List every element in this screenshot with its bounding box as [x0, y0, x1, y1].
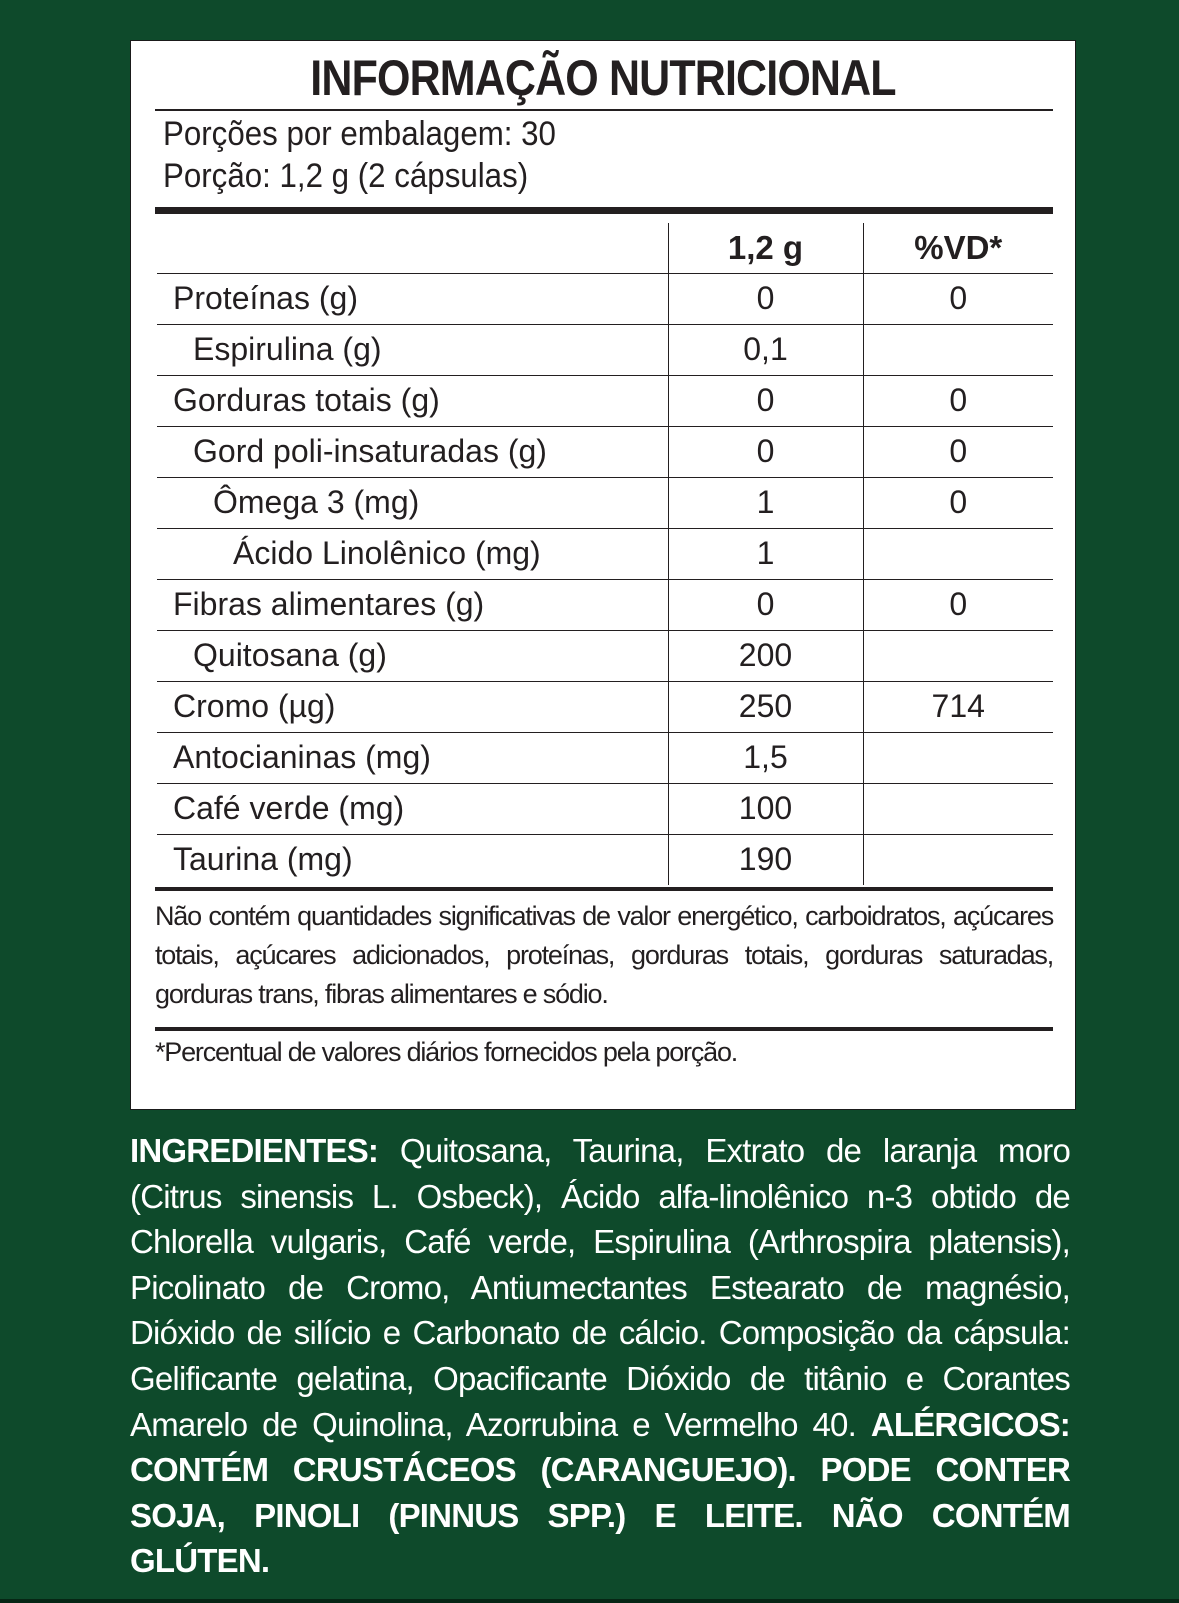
nutrient-dv: 0: [863, 426, 1053, 477]
table-row: [157, 732, 1053, 783]
nutrient-dv: [863, 528, 1053, 579]
table-row: [157, 528, 1053, 579]
nutrient-dv: [863, 630, 1053, 681]
note-divider: [155, 1027, 1053, 1031]
nutrient-amount: 0,1: [668, 324, 863, 375]
nutrient-name: Taurina (mg): [173, 841, 353, 878]
table-row: [157, 375, 1053, 426]
dv-footnote: *Percentual de valores diários fornecidos pela porção.: [155, 1037, 738, 1067]
nutrient-name: Quitosana (g): [157, 630, 668, 681]
table-header-row: [157, 223, 1053, 273]
bottom-edge: [0, 1599, 1179, 1603]
nutrient-name: Antocianinas (mg): [157, 732, 668, 783]
header-dv: %VD*: [863, 223, 1053, 273]
nutrient-dv: 0: [863, 579, 1053, 630]
table-row: [157, 681, 1053, 732]
table-row: [157, 783, 1053, 834]
nutrient-name: Café verde (mg): [157, 783, 668, 834]
nutrient-dv: 0: [863, 375, 1053, 426]
header-amount: 1,2 g: [668, 223, 863, 273]
nutrient-amount: 190: [668, 834, 863, 885]
nutrient-amount: 0: [668, 579, 863, 630]
nutrition-table: [157, 223, 1053, 885]
nutrient-name: Gord poli-insaturadas (g): [157, 426, 668, 477]
nutrient-dv: 0: [863, 273, 1053, 324]
serving-size: Porção: 1,2 g (2 cápsulas): [163, 157, 529, 195]
nutrient-dv: [863, 834, 1053, 885]
label-title: INFORMAÇÃO NUTRICIONAL: [310, 50, 896, 106]
nutrient-dv: [863, 324, 1053, 375]
nutrient-name: Ômega 3 (mg): [157, 477, 668, 528]
nutrient-dv: 0: [863, 477, 1053, 528]
nutrient-amount: 1: [668, 477, 863, 528]
nutrient-amount: 0: [668, 273, 863, 324]
nutrient-amount: 1: [668, 528, 863, 579]
header-name: [157, 223, 668, 273]
allergens-statement: ALÉRGICOS: CONTÉM CRUSTÁCEOS (CARANGUEJO). PODE CONTER SOJA, PINOLI (PINNUS SPP.) E LEITE. NÃO CONTÉM GLÚTEN.: [130, 1405, 1070, 1580]
table-row: [157, 630, 1053, 681]
ingredients-block: [130, 1128, 1070, 1584]
ingredients-heading: INGREDIENTES:: [130, 1132, 379, 1169]
nutrient-amount: 0: [668, 426, 863, 477]
nutrient-name: Espirulina (g): [157, 324, 668, 375]
nutrient-name: Fibras alimentares (g): [157, 579, 668, 630]
nutrient-amount: 0: [668, 375, 863, 426]
servings-per-package: Porções por embalagem: 30: [163, 115, 556, 153]
nutrient-amount: 1,5: [668, 732, 863, 783]
nutrition-label: [130, 40, 1076, 1110]
ingredients-text: Quitosana, Taurina, Extrato de laranja moro (Citrus sinensis L. Osbeck), Ácido alfa-linolênico n-3 obtido de Chlorella vulgaris, Café verde, Espirulina (Arthrospira platensis), Picolinato de Cromo, Antiumectantes Estearato de magnésio, Dióxido de silício e Carbonato de cálcio. Composição da cápsula: Gelificante gelatina, Opacificante Dióxido de titânio e Corantes Amarelo de Quinolina, Azorrubina e Vermelho 40.: [130, 1132, 1070, 1443]
table-row: [157, 324, 1053, 375]
table-row: [157, 426, 1053, 477]
serving-divider: [155, 207, 1053, 214]
nutrient-amount: 100: [668, 783, 863, 834]
nutrient-dv: 714: [863, 681, 1053, 732]
nutrient-name: Gorduras totais (g): [157, 375, 668, 426]
nutrient-name: Proteínas (g): [157, 273, 668, 324]
insignificant-quantities-note: Não contém quantidades significativas de valor energético, carboidratos, açúcares totais, açúcares adicionados, proteínas, gorduras totais, gorduras saturadas, gorduras trans, fibras alimentares e sódio.: [155, 901, 1053, 1009]
table-row: [157, 834, 1053, 885]
table-row: [157, 273, 1053, 324]
nutrient-amount: 250: [668, 681, 863, 732]
table-row: [157, 477, 1053, 528]
nutrient-name: Cromo (µg): [157, 681, 668, 732]
nutrient-name: Ácido Linolênico (mg): [157, 528, 668, 579]
table-bottom-divider: [155, 887, 1053, 891]
nutrient-amount: 200: [668, 630, 863, 681]
nutrient-dv: [863, 783, 1053, 834]
table-row: [157, 579, 1053, 630]
title-divider: [155, 109, 1053, 111]
nutrient-dv: [863, 732, 1053, 783]
